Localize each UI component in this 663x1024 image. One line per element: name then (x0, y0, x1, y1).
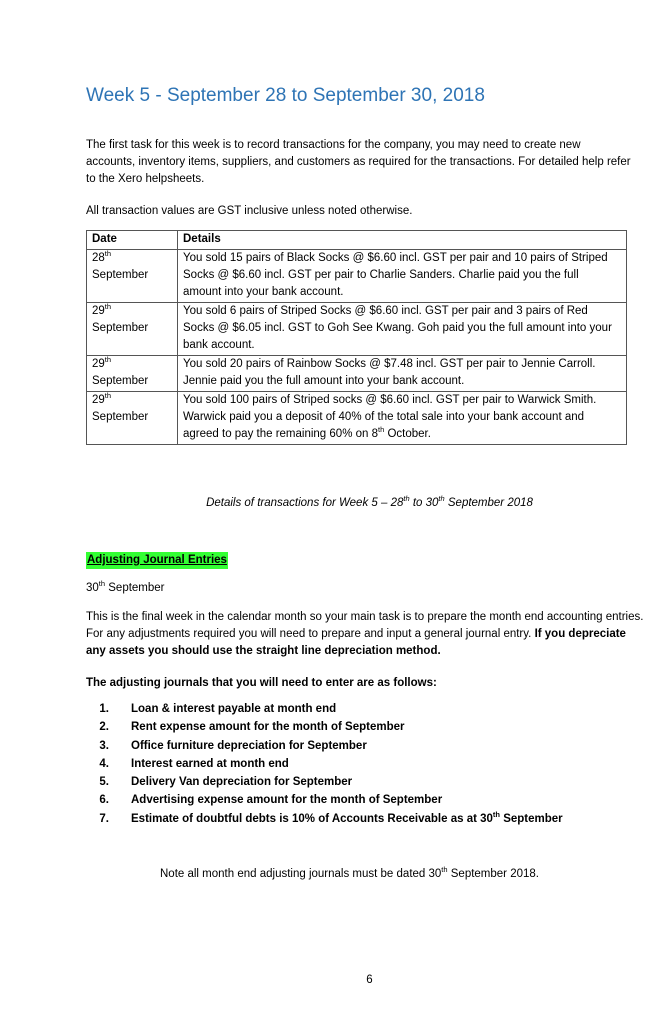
details-column-header: Details (178, 231, 627, 250)
table-header-row (87, 231, 627, 250)
gst-note: All transaction values are GST inclusive unless noted otherwise. (86, 205, 413, 217)
adjusting-date: 30th September (86, 579, 165, 594)
date-cell: 29th September (87, 392, 178, 445)
table-row (87, 303, 627, 356)
intro-paragraph: The first task for this week is to record transactions for the company, you may need to create new accounts, inventory items, suppliers, and customers as required for the transactions. For detailed help refer to the Xero helpsheets. (86, 139, 631, 185)
page-title: Week 5 - September 28 to September 30, 2018 (86, 85, 485, 106)
depreciation-instruction: If you depreciate any assets you should use the straight line depreciation method. (86, 628, 626, 657)
date-cell: 28th September (87, 250, 178, 303)
details-cell: You sold 6 pairs of Striped Socks @ $6.60 incl. GST per pair and 3 pairs of Red Socks @ $6.05 incl. GST to Goh See Kwang. Goh paid you the full amount into your bank account. (178, 303, 627, 356)
table-row (87, 392, 627, 445)
list-item: 5. Delivery Van depreciation for September (99, 776, 353, 789)
adjusting-paragraph: This is the final week in the calendar month so your main task is to prepare the month end accounting entries. For any adjustments required you will need to prepare and input a general journal entry. If you depreciate any assets you should use the straight line depreciation method. (86, 611, 644, 657)
dating-note: Note all month end adjusting journals must be dated 30th September 2018. (160, 865, 539, 880)
details-cell: You sold 15 pairs of Black Socks @ $6.60 incl. GST per pair and 10 pairs of Striped Socks @ $6.60 incl. GST per pair to Charlie Sanders. Charlie paid you the full amount into your bank account. (178, 250, 627, 303)
page-number: 6 (366, 974, 373, 986)
list-item: 4. Interest earned at month end (99, 757, 289, 770)
list-item: 2. Rent expense amount for the month of September (99, 721, 405, 734)
date-cell: 29th September (87, 303, 178, 356)
journals-list (86, 700, 563, 828)
list-item: 3. Office furniture depreciation for September (99, 739, 367, 752)
date-cell: 29th September (87, 356, 178, 392)
table-row (87, 356, 627, 392)
transactions-table (86, 230, 627, 445)
date-column-header: Date (87, 231, 178, 250)
journals-intro: The adjusting journals that you will need to enter are as follows: (86, 677, 437, 689)
list-item: 6. Advertising expense amount for the month of September (99, 794, 443, 807)
details-cell: You sold 20 pairs of Rainbow Socks @ $7.48 incl. GST per pair to Jennie Carroll. Jennie paid you the full amount into your bank account. (178, 356, 627, 392)
details-cell: You sold 100 pairs of Striped socks @ $6.60 incl. GST per pair to Warwick Smith. Warwick paid you a deposit of 40% of the total sale into your bank account and agreed to pay the remaining 60% on 8th October. (178, 392, 627, 445)
table-row (87, 250, 627, 303)
list-item: 7. Estimate of doubtful debts is 10% of Accounts Receivable as at 30th September (99, 809, 563, 825)
list-item: 1. Loan & interest payable at month end (99, 703, 337, 715)
table-caption: Details of transactions for Week 5 – 28th to 30th September 2018 (206, 494, 533, 509)
adjusting-section-heading: Adjusting Journal Entries (86, 552, 228, 569)
